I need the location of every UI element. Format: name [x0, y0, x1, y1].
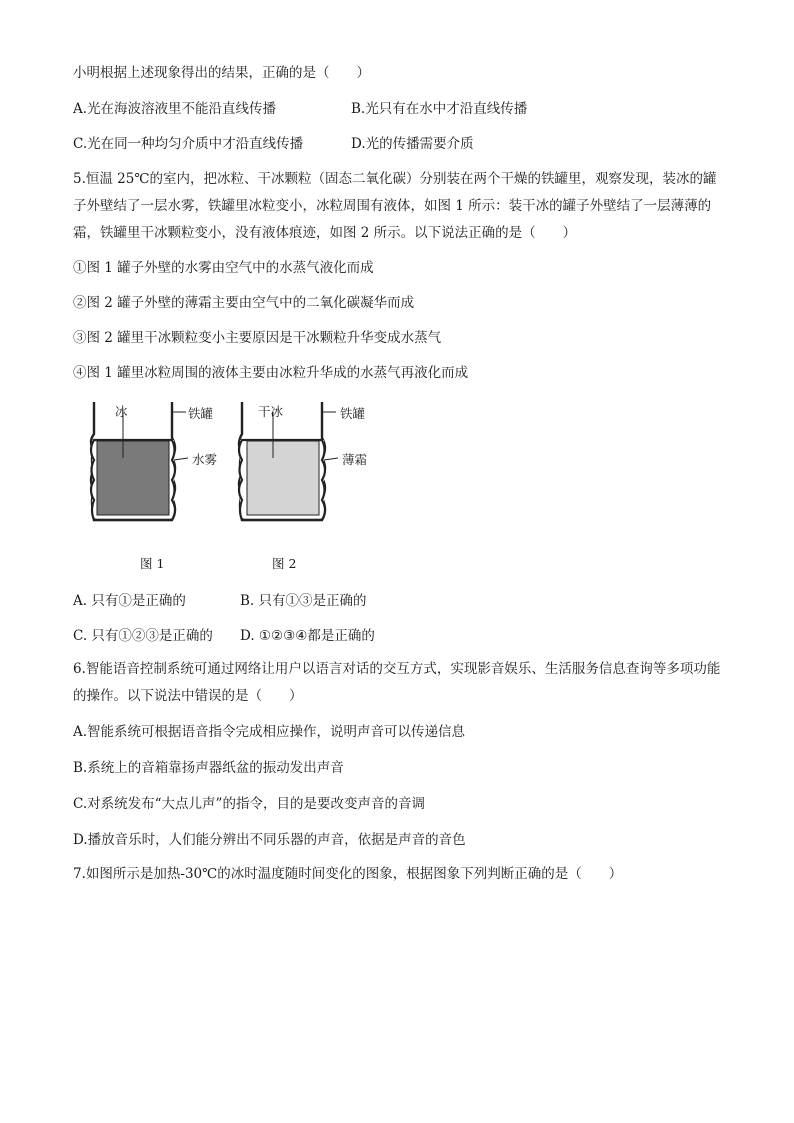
fig1-label-can: 铁罐 [188, 406, 214, 421]
fig1-label-ice: 冰 [115, 404, 128, 419]
q5-figure-svg [78, 398, 398, 578]
q5-option-a: A. 只有①是正确的 [73, 593, 186, 609]
q5-statement-1: ①图 1 罐子外壁的水雾由空气中的水蒸气液化而成 [73, 260, 374, 276]
q6-option-d: D.播放音乐时，人们能分辨出不同乐器的声音，依据是声音的音色 [73, 832, 466, 848]
fig1-label-mist: 水雾 [192, 452, 218, 467]
q5-stem: 5.恒温 25℃的室内，把冰粒、干冰颗粒（固态二氧化碳）分别装在两个干燥的铁罐里，观察发现，装冰的罐子外壁结了一层水雾，铁罐里冰粒变小，冰粒周围有液体，如图 1 所示：装干冰的罐子外壁结了一层薄薄的霜，铁罐里干冰颗粒变小，没有液体痕迹，如图 2 所示。以下说法正确的是（ ） [73, 171, 717, 241]
fig2-label-frost: 薄霜 [342, 452, 368, 467]
fig2-label-can: 铁罐 [340, 406, 366, 421]
fig2-can [239, 402, 338, 520]
q6-option-c: C.对系统发布“大点儿声”的指令，目的是要改变声音的音调 [73, 796, 425, 812]
fig2-dryice-block [247, 441, 319, 515]
fig1-can [91, 402, 188, 520]
q4-option-a: A.光在海波溶液里不能沿直线传播 [73, 101, 277, 117]
q5-statement-4: ④图 1 罐里冰粒周围的液体主要由冰粒升华成的水蒸气再液化而成 [73, 365, 469, 381]
fig1-mist-leader [174, 458, 188, 460]
q5-option-d: D. ①②③④都是正确的 [240, 628, 375, 644]
fig2-frost-leader [324, 458, 338, 460]
fig2-label-dryice: 干冰 [258, 404, 284, 419]
fig1-caption: 图 1 [140, 556, 165, 571]
q5-option-b: B. 只有①③是正确的 [240, 593, 367, 609]
q6-option-b: B.系统上的音箱靠扬声器纸盆的振动发出声音 [73, 760, 344, 776]
q4-option-c: C.光在同一种均匀介质中才沿直线传播 [73, 136, 304, 152]
q4-option-d: D.光的传播需要介质 [351, 136, 474, 152]
q5-figure [78, 398, 398, 578]
q6-option-a: A.智能系统可根据语音指令完成相应操作，说明声音可以传递信息 [73, 724, 466, 740]
q4-stem-tail: 小明根据上述现象得出的结果，正确的是（ ） [73, 65, 370, 81]
fig1-ice-block [97, 441, 169, 515]
q5-statement-2: ②图 2 罐子外壁的薄霜主要由空气中的二氧化碳凝华而成 [73, 295, 415, 311]
fig2-caption: 图 2 [272, 556, 297, 571]
q6-stem: 6.智能语音控制系统可通过网络让用户以语言对话的交互方式，实现影音娱乐、生活服务信息查询等多项功能的操作。以下说法中错误的是（ ） [73, 661, 721, 704]
q5-option-c: C. 只有①②③是正确的 [73, 628, 213, 644]
q7-stem: 7.如图所示是加热-30℃的冰时温度随时间变化的图象，根据图象下列判断正确的是（ ） [73, 866, 623, 882]
q5-statement-3: ③图 2 罐里干冰颗粒变小主要原因是干冰颗粒升华变成水蒸气 [73, 330, 442, 346]
q4-option-b: B.光只有在水中才沿直线传播 [351, 101, 528, 117]
